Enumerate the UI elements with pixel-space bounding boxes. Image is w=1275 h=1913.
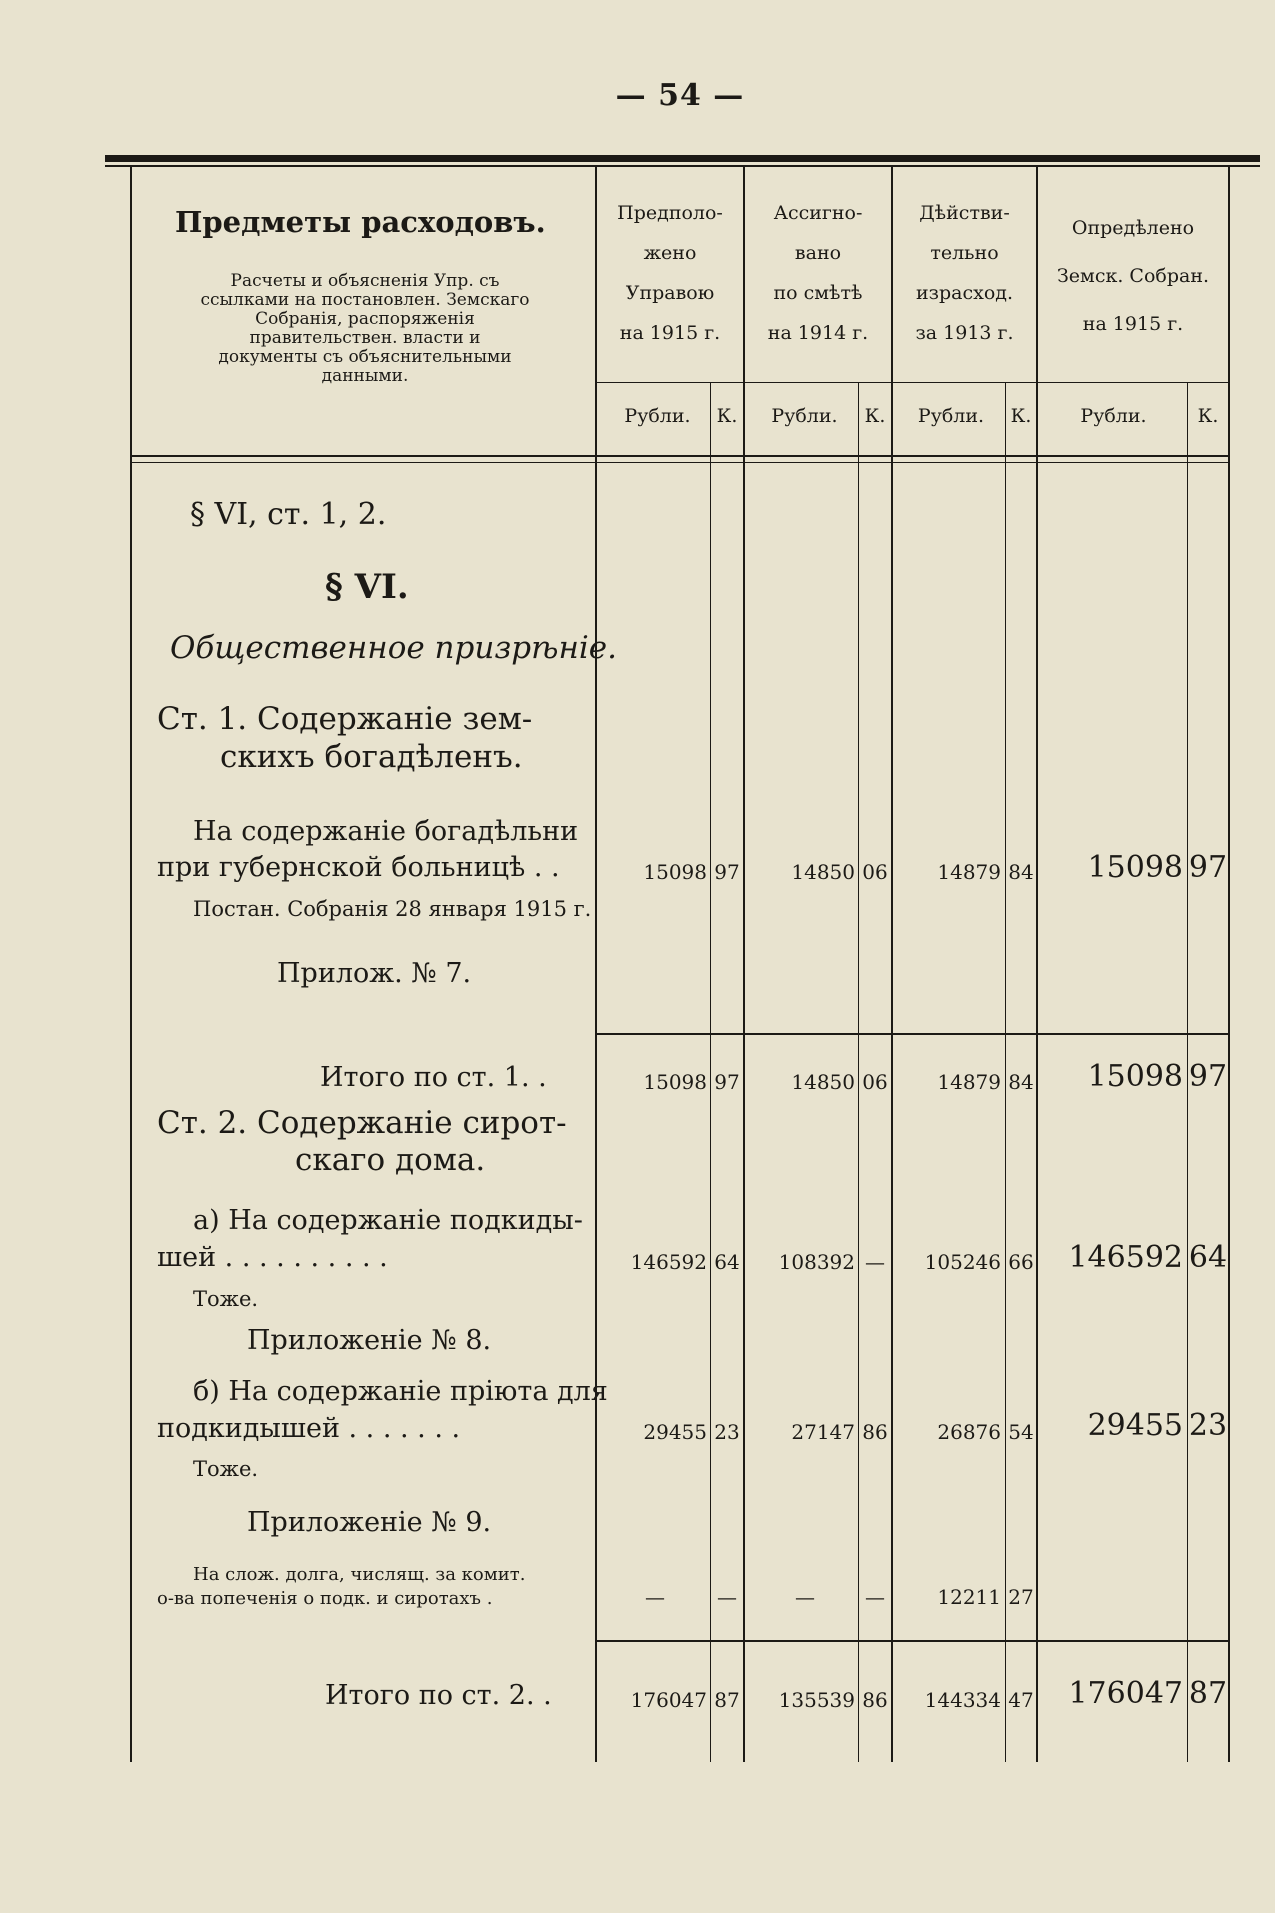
item2b-line-2: подкидышей . . . . . . . [157,1413,461,1444]
item2a-assigned-rub: 108392 [778,1250,855,1274]
header-title: Предметы расходовъ. [175,205,546,239]
item2b-assigned-kop: 86 [862,1420,888,1444]
total1-assigned-kop: 06 [862,1070,888,1094]
col-header-line: Предполо- [617,202,723,224]
col-header-line: за 1913 г. [915,322,1014,344]
col-header-line: по смѣтѣ [773,282,863,304]
unit-rub-3: Рубли. [917,405,985,427]
col-header-determined [1038,204,1228,348]
item2c-proposed-kop: — [717,1585,737,1609]
item2b-appendix: Приложеніе № 9. [247,1507,492,1538]
total2-proposed-rub: 176047 [630,1688,707,1712]
col-header-line: на 1915 г. [619,322,721,344]
item1-assigned-rub: 14850 [791,860,855,884]
header-description: Расчеты и объясненія Упр. съ ссылками на постановлен. Земскаго Собранія, распоряженія правительствен. власти и документы съ объяснительными данными. [200,271,530,386]
col-header-spent [893,193,1036,353]
item2a-assigned-kop: — [865,1250,885,1274]
item2c-proposed-rub: — [645,1585,665,1609]
table-right-border [1228,167,1230,1762]
total1-proposed-rub: 15098 [643,1070,707,1094]
item2c-assigned-rub: — [795,1585,815,1609]
total1-proposed-kop: 97 [714,1070,740,1094]
col-header-line: жено [643,242,697,264]
col-header-line: вано [794,242,842,264]
col-header-line: на 1914 г. [767,322,869,344]
col-header-line: Земск. Собран. [1056,265,1210,287]
item2c-spent-kop: 27 [1008,1585,1034,1609]
item2b-spent-rub: 26876 [937,1420,1001,1444]
section-mark: § VI. [325,567,409,607]
col-header-line: Ассигно- [773,202,863,224]
item1-line-2: при губернской больницѣ . . [157,852,560,883]
col-header-line: израсход. [915,282,1014,304]
item2a-line-1: а) На содержаніе подкиды- [193,1205,583,1236]
item2c-assigned-kop: — [865,1585,885,1609]
item1-proposed-rub: 15098 [643,860,707,884]
item1-note: Постан. Собранія 28 января 1915 г. [193,897,592,921]
total1-determined-kop: 97 [1188,1059,1228,1094]
col-header-assigned [745,193,891,353]
item2a-note: Тоже. [193,1287,259,1311]
unit-kop-4: К. [1197,405,1219,427]
item1-appendix: Прилож. № 7. [277,958,472,989]
article-2-line-2: скаго дома. [295,1142,486,1178]
item2c-spent-rub: 12211 [937,1585,1001,1609]
col-header-line: Дѣйстви- [919,202,1010,224]
item2a-proposed-kop: 64 [714,1250,740,1274]
top-rule [105,155,1260,162]
total2-spent-kop: 47 [1008,1688,1034,1712]
item2a-spent-kop: 66 [1008,1250,1034,1274]
col-divider-3 [891,167,893,1762]
table-left-border [130,167,132,1762]
item2b-line-1: б) На содержаніе пріюта для [193,1376,608,1407]
item1-line-1: На содержаніе богадѣльни [193,816,579,847]
total2-determined-kop: 87 [1188,1676,1228,1711]
section-title: Общественное призрѣніе. [170,630,617,666]
item2b-determined-rub: 29455 [1087,1408,1183,1443]
total2-line [595,1640,1230,1642]
section-ref: § VI, ст. 1, 2. [190,497,387,532]
unit-kop-3: К. [1010,405,1032,427]
item2a-determined-kop: 64 [1188,1240,1228,1275]
item1-proposed-kop: 97 [714,860,740,884]
item1-determined-kop: 97 [1188,850,1228,885]
total1-spent-rub: 14879 [937,1070,1001,1094]
total2-assigned-rub: 135539 [778,1688,855,1712]
item2a-appendix: Приложеніе № 8. [247,1325,492,1356]
header-unit-line [595,382,1228,383]
item1-determined-rub: 15098 [1087,850,1183,885]
col-header-line: тельно [930,242,999,264]
item2b-spent-kop: 54 [1008,1420,1034,1444]
header-bottom-line [130,455,1230,457]
col-divider-2 [743,167,745,1762]
col-header-line: на 1915 г. [1082,313,1184,335]
article-1-line-1: Ст. 1. Содержаніе зем- [157,701,533,737]
unit-rub-4: Рубли. [1080,405,1147,427]
article-1-line-2: скихъ богадѣленъ. [220,739,523,775]
col-divider-1 [595,167,597,1762]
total1-line [595,1033,1230,1035]
total1-spent-kop: 84 [1008,1070,1034,1094]
total1-label: Итого по ст. 1. . [320,1062,547,1093]
total2-proposed-kop: 87 [714,1688,740,1712]
col-header-proposed [597,193,743,353]
item1-assigned-kop: 06 [862,860,888,884]
header-bottom-line-2 [130,462,1230,463]
unit-rub-1: Рубли. [624,405,691,427]
item2c-line-1: На слож. долга, числящ. за комит. [193,1564,526,1585]
item2b-proposed-kop: 23 [714,1420,740,1444]
unit-kop-2: К. [864,405,886,427]
item2b-determined-kop: 23 [1188,1408,1228,1443]
col-header-line: Опредѣлено [1071,217,1195,239]
top-rule-thin [105,165,1260,167]
item1-spent-rub: 14879 [937,860,1001,884]
total2-spent-rub: 144334 [924,1688,1001,1712]
article-2-line-1: Ст. 2. Содержаніе сирот- [157,1105,567,1141]
total2-assigned-kop: 86 [862,1688,888,1712]
col-divider-4 [1036,167,1038,1762]
item2b-proposed-rub: 29455 [643,1420,707,1444]
unit-kop-1: К. [716,405,738,427]
total2-determined-rub: 176047 [1068,1676,1183,1711]
item2c-line-2: о-ва попеченія о подк. и сиротахъ . [157,1588,493,1609]
total1-determined-rub: 15098 [1087,1059,1183,1094]
item2a-determined-rub: 146592 [1068,1240,1183,1275]
item2b-assigned-rub: 27147 [791,1420,855,1444]
unit-rub-2: Рубли. [771,405,838,427]
item2a-proposed-rub: 146592 [630,1250,707,1274]
item2a-spent-rub: 105246 [924,1250,1001,1274]
total2-label: Итого по ст. 2. . [325,1680,552,1711]
item2a-line-2: шей . . . . . . . . . . [157,1242,388,1273]
page-number: — 54 — [615,78,745,113]
col-header-line: Управою [625,282,715,304]
item1-spent-kop: 84 [1008,860,1034,884]
item2b-note: Тоже. [193,1457,259,1481]
total1-assigned-rub: 14850 [791,1070,855,1094]
